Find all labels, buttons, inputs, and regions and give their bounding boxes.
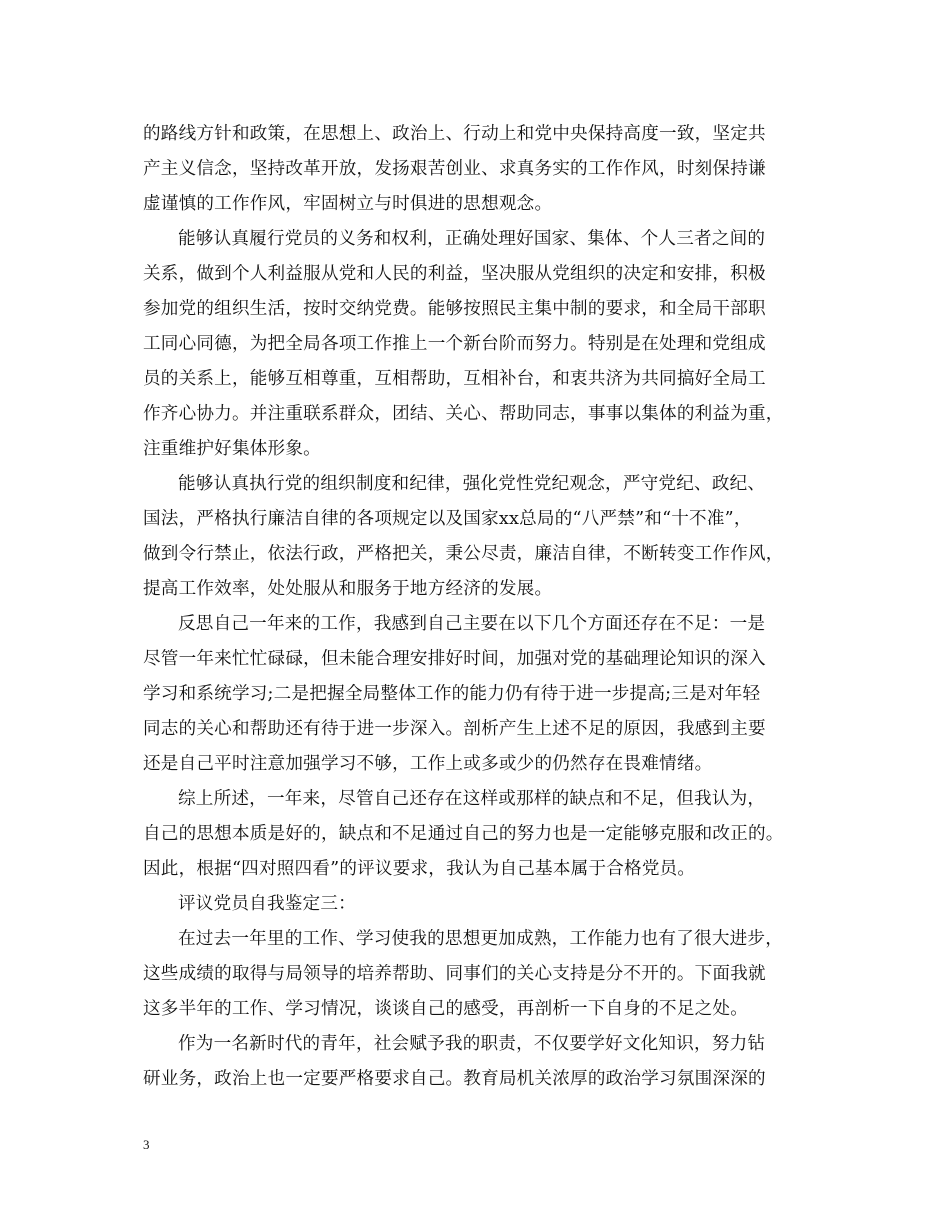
text-line: 的路线方针和政策，在思想上、政治上、行动上和党中央保持高度一致，坚定共 [143, 124, 766, 144]
text-line: 学习和系统学习;二是把握全局整体工作的能力仍有待于进一步提高;三是对年轻 [143, 684, 761, 704]
paragraph-first-line: 作为一名新时代的青年，社会赋予我的职责，不仅要学好文化知识，努力钻 [178, 1034, 766, 1054]
section-heading: 评议党员自我鉴定三： [178, 894, 356, 914]
text-line: 虚谨慎的工作作风，牢固树立与时俱进的思想观念。 [143, 194, 553, 214]
page-number: 3 [143, 1137, 150, 1152]
text-line: 还是自己平时注意加强学习不够，工作上或多或少的仍然存在畏难情绪。 [143, 754, 713, 774]
paragraph-first-line: 综上所述，一年来，尽管自己还存在这样或那样的缺点和不足，但我认为， [178, 789, 766, 809]
text-line: 尽管一年来忙忙碌碌，但未能合理安排好时间，加强对党的基础理论知识的深入 [143, 649, 766, 669]
paragraph-first-line: 能够认真执行党的组织制度和纪律，强化党性党纪观念，严守党纪、政纪、 [178, 474, 766, 494]
text-line: 研业务，政治上也一定要严格要求自己。教育局机关浓厚的政治学习氛围深深的 [143, 1069, 766, 1089]
text-line: 这些成绩的取得与局领导的培养帮助、同事们的关心支持是分不开的。下面我就 [143, 964, 766, 984]
text-line: 产主义信念，坚持改革开放，发扬艰苦创业、求真务实的工作作风，时刻保持谦 [143, 159, 766, 179]
text-line: 员的关系上，能够互相尊重，互相帮助，互相补台，和衷共济为共同搞好全局工 [143, 369, 766, 389]
text-line: 这多半年的工作、学习情况，谈谈自己的感受，再剖析一下自身的不足之处。 [143, 999, 748, 1019]
text-line: 参加党的组织生活，按时交纳党费。能够按照民主集中制的要求，和全局干部职 [143, 299, 766, 319]
text-line: 国法，严格执行廉洁自律的各项规定以及国家xx总局的“八严禁”和“十不准”， [143, 509, 752, 529]
text-line: 工同心同德，为把全局各项工作推上一个新台阶而努力。特别是在处理和党组成 [143, 334, 766, 354]
text-line: 关系，做到个人利益服从党和人民的利益，坚决服从党组织的决定和安排，积极 [143, 264, 766, 284]
text-line: 注重维护好集体形象。 [143, 439, 321, 459]
text-line: 作齐心协力。并注重联系群众，团结、关心、帮助同志，事事以集体的利益为重， [143, 404, 784, 424]
paragraph-first-line: 反思自己一年来的工作，我感到自己主要在以下几个方面还存在不足：一是 [178, 614, 766, 634]
text-line: 做到令行禁止，依法行政，严格把关，秉公尽责，廉洁自律，不断转变工作作风， [143, 544, 784, 564]
text-line: 自己的思想本质是好的，缺点和不足通过自己的努力也是一定能够克服和改正的。 [143, 824, 784, 844]
document-body [143, 117, 823, 1097]
paragraph-first-line: 在过去一年里的工作、学习使我的思想更加成熟，工作能力也有了很大进步， [178, 929, 783, 949]
paragraph-first-line: 能够认真履行党员的义务和权利，正确处理好国家、集体、个人三者之间的 [178, 229, 766, 249]
text-line: 同志的关心和帮助还有待于进一步深入。剖析产生上述不足的原因，我感到主要 [143, 719, 766, 739]
text-line: 因此，根据“四对照四看”的评议要求，我认为自己基本属于合格党员。 [143, 859, 696, 879]
text-line: 提高工作效率，处处服从和服务于地方经济的发展。 [143, 579, 553, 599]
